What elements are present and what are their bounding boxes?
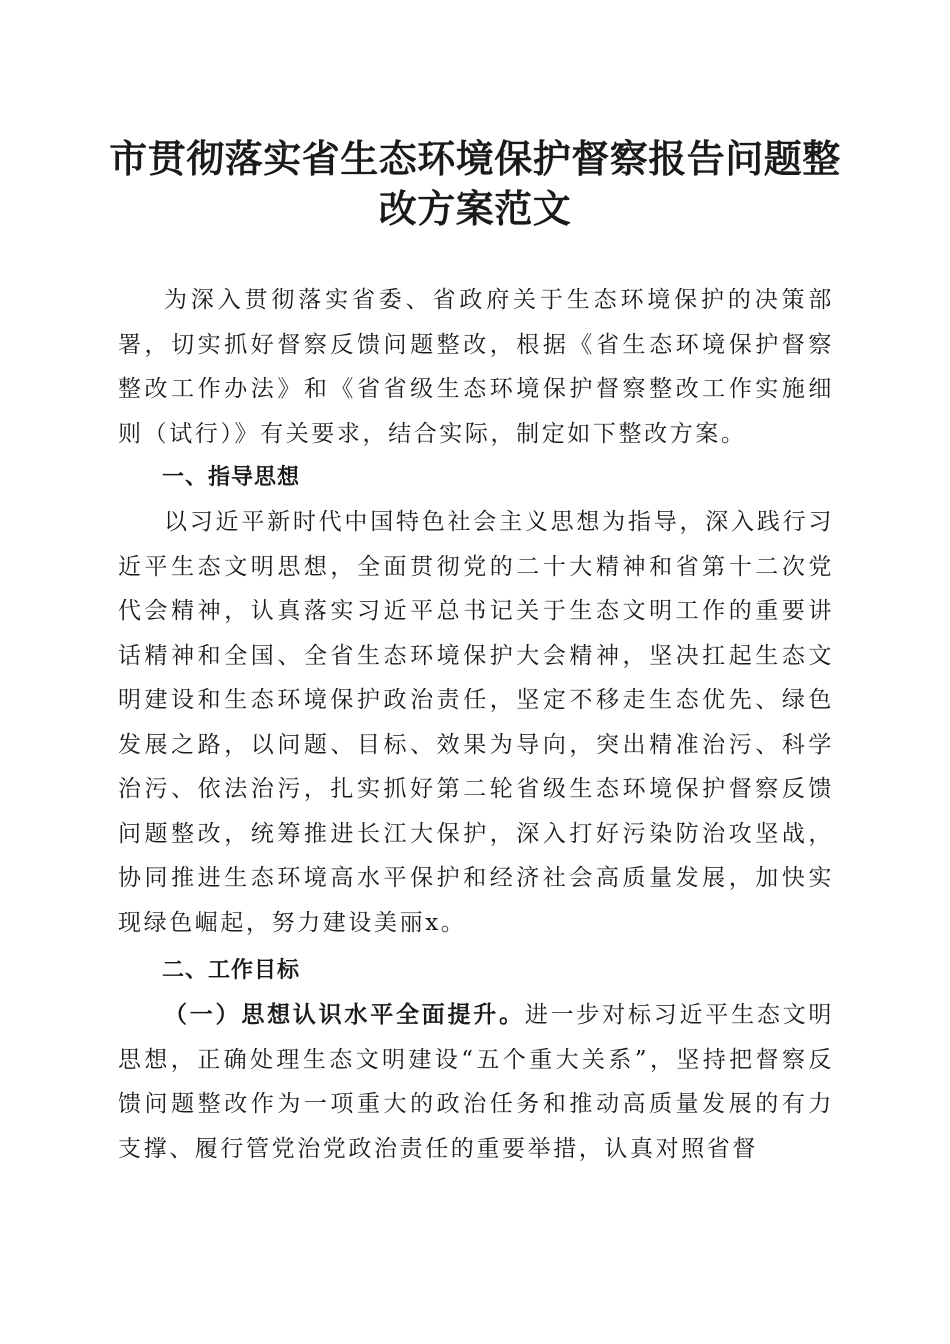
intro-paragraph: 为深入贯彻落实省委、省政府关于生态环境保护的决策部署，切实抓好督察反馈问题整改，根据《省生态环境保护督察整改工作办法》和《省省级生态环境保护督察整改工作实施细则（试行）》有关要求，结合实际，制定如下整改方案。 <box>118 287 834 447</box>
section-heading-guiding-thought: 一、指导思想 <box>162 465 301 490</box>
work-goal-item-1 <box>118 993 834 1171</box>
work-goal-item-1-text: 进一步对标习近平生态文明思想，正确处理生态文明建设“五个重大关系”，坚持把督察反馈问题整改作为一项重大的政治任务和推动高质量发展的有力支撑、履行管党治党政治责任的重要举措，认真对照省督 <box>118 1002 834 1162</box>
document-title: 市贯彻落实省生态环境保护督察报告问题整改方案范文 <box>109 136 841 231</box>
work-goal-item-1-lead: （一）思想认识水平全面提升。 <box>164 1001 525 1028</box>
guiding-thought-paragraph: 以习近平新时代中国特色社会主义思想为指导，深入践行习近平生态文明思想，全面贯彻党的二十大精神和省第十二次党代会精神，认真落实习近平总书记关于生态文明工作的重要讲话精神和全国、全省生态环境保护大会精神，坚决扛起生态文明建设和生态环境保护政治责任，坚定不移走生态优先、绿色发展之路，以问题、目标、效果为导向，突出精准治污、科学治污、依法治污，扎实抓好第二轮省级生态环境保护督察反馈问题整改，统筹推进长江大保护，深入打好污染防治攻坚战，协同推进生态环境高水平保护和经济社会高质量发展，加快实现绿色崛起，努力建设美丽x。 <box>118 509 834 936</box>
document-body <box>118 278 834 1171</box>
section-heading-work-goals: 二、工作目标 <box>162 958 301 983</box>
